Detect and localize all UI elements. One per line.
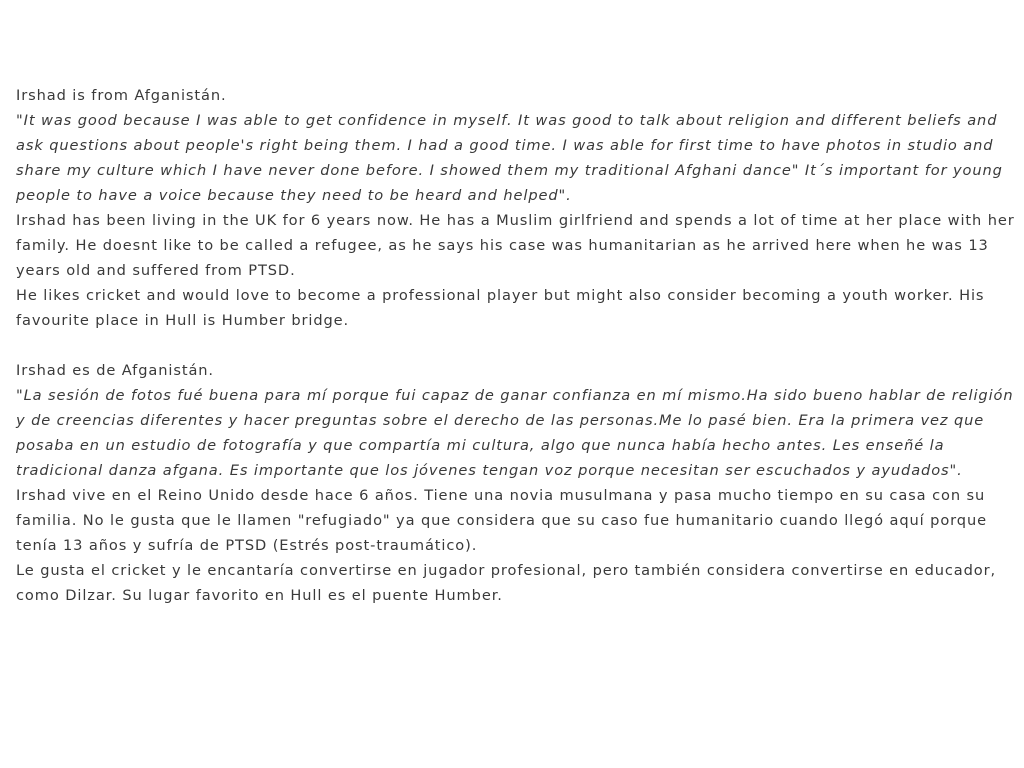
english-quote: "It was good because I was able to get confidence in myself. It was good to talk about religion and different beliefs and ask questions about people's right being them. I had a good time. I was able for first time to have photos in studio and share my culture which I have never done before. I showed them my traditional Afghani dance" It´s important for young people to have a voice because they need to be heard and helped". — [16, 112, 1003, 204]
english-interests: He likes cricket and would love to become a professional player but might also consider becoming a youth worker. His favourite place in Hull is Humber bridge. — [16, 287, 985, 329]
article-body — [16, 83, 1016, 608]
spanish-section — [16, 358, 1016, 608]
section-divider — [16, 333, 1016, 358]
english-intro: Irshad is from Afganistán. — [16, 87, 227, 104]
spanish-interests: Le gusta el cricket y le encantaría convertirse en jugador profesional, pero también considera convertirse en educador, como Dilzar. Su lugar favorito en Hull es el puente Humber. — [16, 562, 997, 604]
english-section — [16, 83, 1016, 333]
english-bio: Irshad has been living in the UK for 6 years now. He has a Muslim girlfriend and spends a lot of time at her place with her family. He doesnt like to be called a refugee, as he says his case was humanitarian as he arrived here when he was 13 years old and suffered from PTSD. — [16, 212, 1015, 279]
spanish-bio: Irshad vive en el Reino Unido desde hace 6 años. Tiene una novia musulmana y pasa mucho tiempo en su casa con su familia. No le gusta que le llamen "refugiado" ya que considera que su caso fue humanitario cuando llegó aquí porque tenía 13 años y sufría de PTSD (Estrés post-traumático). — [16, 487, 987, 554]
spanish-intro: Irshad es de Afganistán. — [16, 362, 214, 379]
spanish-quote: "La sesión de fotos fué buena para mí porque fui capaz de ganar confianza en mí mismo.Ha sido bueno hablar de religión y de creencias diferentes y hacer preguntas sobre el derecho de las personas.Me lo pasé bien. Era la primera vez que posaba en un estudio de fotografía y que compartía mi cultura, algo que nunca había hecho antes. Les enseñé la tradicional danza afgana. Es importante que los jóvenes tengan voz porque necesitan ser escuchados y ayudados". — [16, 387, 1014, 479]
